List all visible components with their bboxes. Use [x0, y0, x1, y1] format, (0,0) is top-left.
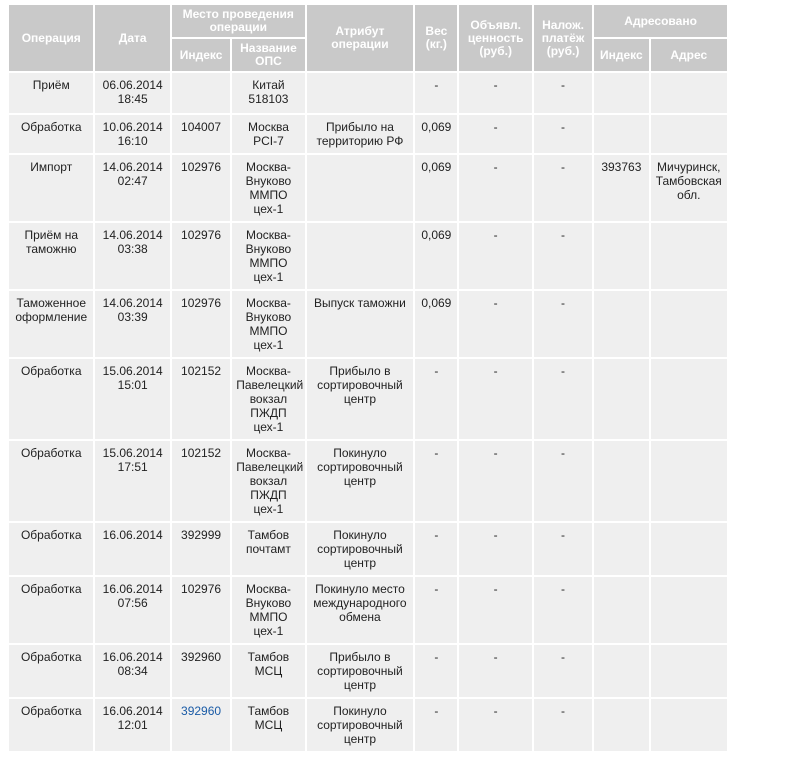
table-header	[9, 5, 727, 71]
cell-operation	[9, 223, 93, 289]
header-date: Дата	[95, 5, 169, 71]
cell-date-text: 06.06.2014 18:45	[102, 78, 163, 106]
cell-weight	[415, 523, 457, 575]
cell-weight-text: 0,069	[421, 228, 452, 242]
header-attribute: Атрибут операции	[307, 5, 414, 71]
cell-declared-value-text: -	[493, 582, 498, 596]
cell-cod-text: -	[561, 528, 566, 542]
cell-attribute-text: Выпуск таможни	[314, 296, 406, 310]
cell-place-name-text: Китай 518103	[248, 78, 289, 106]
cell-addr-index	[594, 577, 648, 643]
cell-cod-text: -	[561, 364, 566, 378]
cell-operation	[9, 115, 93, 153]
cell-attribute-text: Прибыло на территорию РФ	[316, 120, 404, 148]
cell-weight	[415, 699, 457, 751]
cell-cod	[534, 699, 592, 751]
cell-cod-text: -	[561, 120, 566, 134]
cell-operation-text: Приём на таможню	[24, 228, 79, 256]
cell-declared-value-text: -	[493, 704, 498, 718]
cell-weight-text: 0,069	[421, 296, 452, 310]
cell-place-name	[232, 577, 304, 643]
tracking-table	[7, 3, 729, 753]
cell-place-index-text: 392999	[181, 528, 222, 542]
cell-weight-text: -	[434, 704, 439, 718]
cell-place-name-text: Москва-Внуково ММПО цех-1	[245, 296, 292, 352]
table-row	[9, 523, 727, 575]
cell-place-index	[172, 441, 230, 521]
cell-addr-address	[651, 523, 728, 575]
cell-weight-text: -	[434, 528, 439, 542]
cell-place-name-text: Москва-Внуково ММПО цех-1	[245, 160, 292, 216]
cell-date	[95, 523, 169, 575]
header-place-index: Индекс	[172, 39, 230, 71]
cell-attribute	[307, 645, 414, 697]
cell-place-index-text: 102976	[181, 296, 222, 310]
header-addr-address: Адрес	[651, 39, 728, 71]
cell-cod-text: -	[561, 160, 566, 174]
cell-addr-address	[651, 359, 728, 439]
cell-addr-index	[594, 523, 648, 575]
cell-place-name	[232, 291, 304, 357]
cell-addr-address	[651, 699, 728, 751]
cell-addr-address-text: Мичуринск, Тамбовская обл.	[655, 160, 722, 202]
cell-attribute-text: Прибыло в сортировочный центр	[317, 364, 403, 406]
cell-attribute	[307, 115, 414, 153]
cell-weight	[415, 441, 457, 521]
cell-cod	[534, 115, 592, 153]
cell-operation-text: Обработка	[20, 446, 82, 460]
cell-cod	[534, 645, 592, 697]
cell-addr-index	[594, 155, 648, 221]
header-declared-value: Объявл. ценность (руб.)	[459, 5, 531, 71]
cell-cod	[534, 155, 592, 221]
cell-weight-text: -	[434, 582, 439, 596]
cell-attribute-text: Покинуло сортировочный центр	[317, 446, 403, 488]
cell-cod-text: -	[561, 296, 566, 310]
table-row	[9, 291, 727, 357]
table-row	[9, 155, 727, 221]
cell-attribute-text: Покинуло сортировочный центр	[317, 704, 403, 746]
cell-operation-text: Обработка	[20, 528, 82, 542]
cell-attribute	[307, 577, 414, 643]
cell-operation	[9, 577, 93, 643]
header-addr-index: Индекс	[594, 39, 648, 71]
cell-declared-value-text: -	[493, 296, 498, 310]
cell-declared-value-text: -	[493, 120, 498, 134]
cell-declared-value	[459, 155, 531, 221]
cell-operation-text: Обработка	[20, 364, 82, 378]
cell-cod	[534, 223, 592, 289]
cell-date-text: 16.06.2014	[102, 528, 163, 542]
cell-place-index	[172, 577, 230, 643]
cell-weight-text: 0,069	[421, 120, 452, 134]
header-place-name: Название ОПС	[232, 39, 304, 71]
table-row	[9, 441, 727, 521]
cell-addr-address	[651, 577, 728, 643]
cell-place-index-text[interactable]: 392960	[181, 704, 222, 718]
cell-operation	[9, 155, 93, 221]
cell-place-name-text: Тамбов МСЦ	[247, 704, 290, 732]
cell-date-text: 14.06.2014 02:47	[102, 160, 163, 188]
cell-addr-address	[651, 73, 728, 113]
cell-place-name	[232, 73, 304, 113]
cell-attribute-text: Покинуло сортировочный центр	[317, 528, 403, 570]
cell-date	[95, 441, 169, 521]
cell-addr-address	[651, 115, 728, 153]
cell-cod-text: -	[561, 650, 566, 664]
table-row	[9, 73, 727, 113]
cell-cod	[534, 73, 592, 113]
cell-declared-value	[459, 523, 531, 575]
cell-place-index-text: 102976	[181, 228, 222, 242]
cell-place-name	[232, 699, 304, 751]
cell-date-text: 10.06.2014 16:10	[102, 120, 163, 148]
cell-date	[95, 699, 169, 751]
cell-addr-address	[651, 645, 728, 697]
cell-declared-value	[459, 359, 531, 439]
table-row	[9, 577, 727, 643]
cell-weight	[415, 291, 457, 357]
cell-attribute	[307, 699, 414, 751]
table-body	[9, 73, 727, 751]
cell-declared-value-text: -	[493, 364, 498, 378]
cell-operation-text: Обработка	[20, 582, 82, 596]
cell-date-text: 16.06.2014 12:01	[102, 704, 163, 732]
cell-weight	[415, 115, 457, 153]
cell-place-index	[172, 291, 230, 357]
table-row	[9, 223, 727, 289]
cell-place-index	[172, 155, 230, 221]
cell-addr-address	[651, 155, 728, 221]
cell-operation	[9, 73, 93, 113]
cell-place-index	[172, 645, 230, 697]
cell-date	[95, 291, 169, 357]
cell-date	[95, 359, 169, 439]
cell-attribute	[307, 155, 414, 221]
cell-attribute	[307, 223, 414, 289]
cell-attribute	[307, 523, 414, 575]
cell-place-name	[232, 115, 304, 153]
cell-place-name	[232, 359, 304, 439]
cell-addr-address	[651, 441, 728, 521]
cell-place-index-text: 102152	[181, 364, 222, 378]
cell-date-text: 15.06.2014 15:01	[102, 364, 163, 392]
cell-addr-address	[651, 223, 728, 289]
cell-declared-value-text: -	[493, 446, 498, 460]
cell-place-index	[172, 223, 230, 289]
cell-declared-value-text: -	[493, 228, 498, 242]
cell-cod	[534, 441, 592, 521]
table-row	[9, 645, 727, 697]
cell-cod	[534, 523, 592, 575]
cell-place-name	[232, 645, 304, 697]
header-place: Место проведения операции	[172, 5, 305, 37]
cell-cod-text: -	[561, 704, 566, 718]
cell-weight-text: 0,069	[421, 160, 452, 174]
cell-weight	[415, 73, 457, 113]
header-weight: Вес (кг.)	[415, 5, 457, 71]
cell-attribute	[307, 73, 414, 113]
cell-place-name-text: Москва-Павелецкий вокзал ПЖДП цех-1	[236, 446, 304, 516]
cell-place-name	[232, 523, 304, 575]
cell-declared-value	[459, 223, 531, 289]
header-cod: Налож. платёж (руб.)	[534, 5, 592, 71]
cell-operation	[9, 523, 93, 575]
cell-declared-value	[459, 115, 531, 153]
cell-weight-text: -	[434, 364, 439, 378]
cell-place-index	[172, 73, 230, 113]
cell-weight	[415, 223, 457, 289]
cell-date	[95, 223, 169, 289]
cell-date	[95, 115, 169, 153]
cell-declared-value-text: -	[493, 78, 498, 92]
cell-place-index-text: 102976	[181, 160, 222, 174]
cell-operation-text: Обработка	[20, 650, 82, 664]
table-row	[9, 359, 727, 439]
cell-attribute	[307, 359, 414, 439]
cell-weight	[415, 645, 457, 697]
cell-addr-index	[594, 645, 648, 697]
cell-date	[95, 73, 169, 113]
cell-place-index	[172, 359, 230, 439]
cell-addr-index	[594, 291, 648, 357]
cell-place-name-text: Москва-Внуково ММПО цех-1	[245, 582, 292, 638]
cell-place-name	[232, 441, 304, 521]
cell-cod-text: -	[561, 78, 566, 92]
cell-operation-text: Приём	[32, 78, 70, 92]
table-row	[9, 699, 727, 751]
cell-operation	[9, 291, 93, 357]
cell-place-name-text: Москва-Павелецкий вокзал ПЖДП цех-1	[236, 364, 304, 434]
cell-declared-value	[459, 699, 531, 751]
cell-addr-index	[594, 73, 648, 113]
cell-date-text: 14.06.2014 03:39	[102, 296, 163, 324]
cell-place-name-text: Москва PCI-7	[247, 120, 289, 148]
cell-place-name	[232, 223, 304, 289]
cell-attribute	[307, 291, 414, 357]
cell-operation	[9, 441, 93, 521]
cell-place-index	[172, 115, 230, 153]
cell-addr-index	[594, 441, 648, 521]
cell-operation-text: Таможенное оформление	[15, 296, 88, 324]
table-row	[9, 115, 727, 153]
cell-cod-text: -	[561, 228, 566, 242]
cell-addr-index	[594, 115, 648, 153]
cell-weight-text: -	[434, 650, 439, 664]
cell-addr-index-text: 393763	[601, 160, 642, 174]
cell-addr-index	[594, 359, 648, 439]
cell-date-text: 16.06.2014 07:56	[102, 582, 163, 610]
cell-cod-text: -	[561, 446, 566, 460]
cell-declared-value	[459, 73, 531, 113]
cell-place-name-text: Москва-Внуково ММПО цех-1	[245, 228, 292, 284]
cell-operation-text: Импорт	[30, 160, 73, 174]
cell-date	[95, 645, 169, 697]
cell-place-index-text: 102976	[181, 582, 222, 596]
cell-declared-value-text: -	[493, 160, 498, 174]
cell-place-name-text: Тамбов почтамт	[245, 528, 291, 556]
cell-addr-index	[594, 699, 648, 751]
cell-addr-index	[594, 223, 648, 289]
cell-place-index[interactable]	[172, 699, 230, 751]
cell-addr-address	[651, 291, 728, 357]
cell-date	[95, 155, 169, 221]
cell-attribute-text: Прибыло в сортировочный центр	[317, 650, 403, 692]
cell-declared-value	[459, 577, 531, 643]
cell-declared-value-text: -	[493, 528, 498, 542]
cell-weight-text: -	[434, 78, 439, 92]
cell-cod	[534, 359, 592, 439]
cell-date	[95, 577, 169, 643]
cell-date-text: 16.06.2014 08:34	[102, 650, 163, 678]
cell-weight	[415, 155, 457, 221]
cell-attribute-text: Покинуло место международного обмена	[313, 582, 407, 624]
cell-cod	[534, 577, 592, 643]
cell-attribute	[307, 441, 414, 521]
header-operation: Операция	[9, 5, 93, 71]
cell-place-index-text: 102152	[181, 446, 222, 460]
cell-place-index-text: 392960	[181, 650, 222, 664]
cell-weight	[415, 577, 457, 643]
cell-declared-value	[459, 645, 531, 697]
cell-date-text: 14.06.2014 03:38	[102, 228, 163, 256]
cell-date-text: 15.06.2014 17:51	[102, 446, 163, 474]
cell-operation-text: Обработка	[20, 120, 82, 134]
cell-weight-text: -	[434, 446, 439, 460]
cell-place-index-text: 104007	[181, 120, 222, 134]
cell-operation	[9, 359, 93, 439]
cell-operation	[9, 645, 93, 697]
cell-operation	[9, 699, 93, 751]
cell-place-name	[232, 155, 304, 221]
cell-place-index	[172, 523, 230, 575]
cell-operation-text: Обработка	[20, 704, 82, 718]
cell-place-name-text: Тамбов МСЦ	[247, 650, 290, 678]
cell-weight	[415, 359, 457, 439]
cell-cod-text: -	[561, 582, 566, 596]
cell-cod	[534, 291, 592, 357]
cell-declared-value	[459, 291, 531, 357]
cell-declared-value-text: -	[493, 650, 498, 664]
cell-declared-value	[459, 441, 531, 521]
header-addressed: Адресовано	[594, 5, 727, 37]
